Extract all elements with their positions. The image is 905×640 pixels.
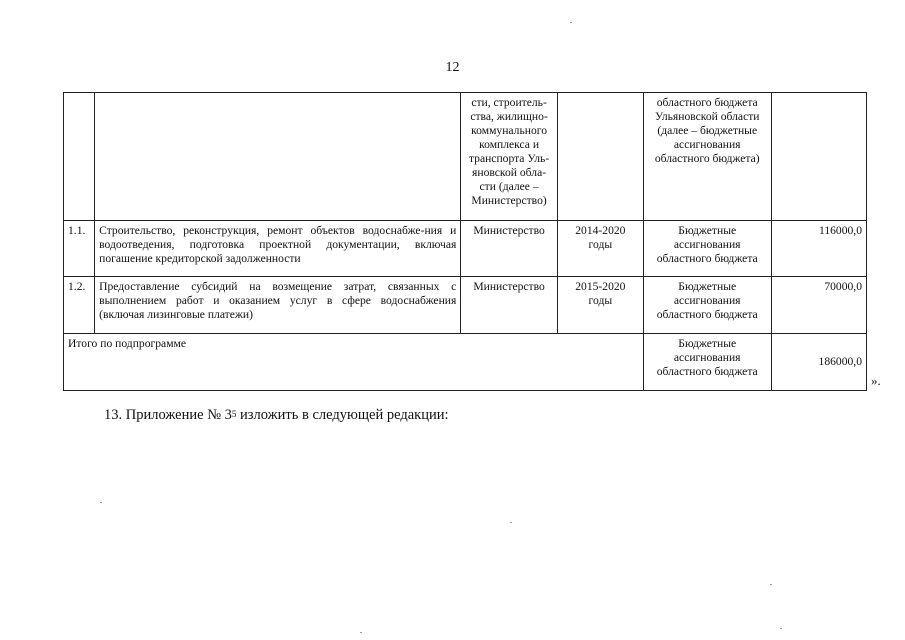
cell-total-label: Итого по подпрограмме — [64, 334, 644, 391]
scan-speck — [780, 628, 782, 629]
scan-speck — [770, 584, 772, 585]
cell-executor: Министерство — [461, 221, 557, 277]
cell-source: областного бюджета Ульяновской области (далее – бюджетные ассигнования областного бюджета) — [643, 93, 771, 221]
cell-amount: 70000,0 — [771, 277, 866, 334]
scan-speck — [510, 522, 512, 523]
cell-num — [64, 93, 95, 221]
cell-source: Бюджетные ассигнования областного бюджета — [643, 221, 771, 277]
paragraph-text-before: 13. Приложение № 3 — [104, 407, 232, 423]
cell-num: 1.1. — [64, 221, 95, 277]
closing-quote-mark: ». — [871, 373, 881, 388]
cell-amount: 116000,0 — [771, 221, 866, 277]
page-number: 12 — [445, 60, 460, 75]
table-row — [64, 221, 867, 277]
table-row — [64, 277, 867, 334]
cell-executor: сти, строитель- ства, жилищно- коммунального комплекса и транспорта Уль- яновской обла- сти (далее – Министерство) — [461, 93, 557, 221]
cell-period — [557, 93, 643, 221]
paragraph-superscript: 5 — [231, 409, 237, 419]
paragraph-text-after: изложить в следующей редакции: — [236, 407, 449, 423]
cell-name — [95, 93, 461, 221]
cell-name: Строительство, реконструкция, ремонт объектов водоснабже-ния и водоотведения, подготовка проектной документации, включая погашение кредиторской задолженности — [95, 221, 461, 277]
scan-speck — [100, 502, 102, 503]
cell-source: Бюджетные ассигнования областного бюджета — [643, 277, 771, 334]
scan-speck — [570, 22, 572, 23]
cell-period: 2014-2020 годы — [557, 221, 643, 277]
table-row-total — [64, 334, 867, 391]
cell-period: 2015-2020 годы — [557, 277, 643, 334]
cell-total-amount: 186000,0 — [771, 334, 866, 391]
cell-name: Предоставление субсидий на возмещение затрат, связанных с выполнением работ и оказанием услуг в сфере водоснабжения (включая лизинговые платежи) — [95, 277, 461, 334]
cell-num: 1.2. — [64, 277, 95, 334]
cell-total-source: Бюджетные ассигнования областного бюджета — [643, 334, 771, 391]
scan-speck — [360, 632, 362, 633]
program-table — [63, 92, 867, 391]
table-row-continuation — [64, 93, 867, 221]
cell-amount — [771, 93, 866, 221]
paragraph-item-13 — [104, 407, 449, 424]
cell-executor: Министерство — [461, 277, 557, 334]
